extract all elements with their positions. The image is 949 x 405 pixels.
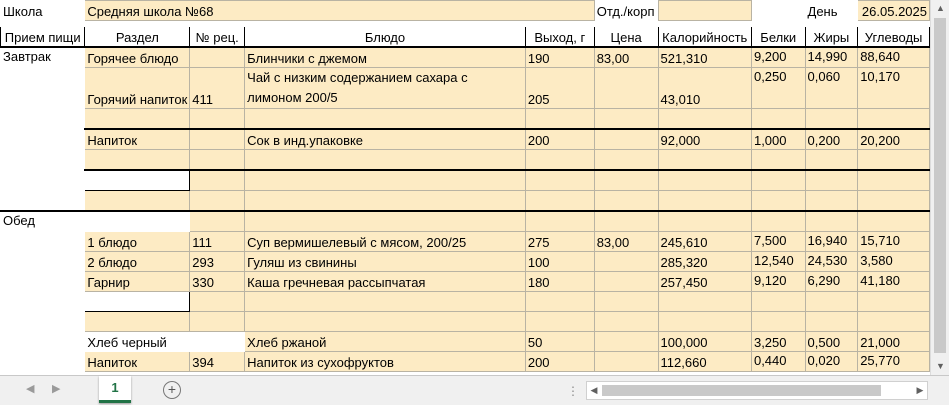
weight-cell[interactable]: 190 [525,47,594,68]
recipe-cell[interactable] [190,129,245,150]
scroll-down-icon[interactable]: ▼ [936,361,945,371]
section-cell[interactable]: Напиток [85,352,190,372]
plus-circle-icon[interactable]: + [163,381,181,399]
carbs-cell[interactable]: 21,000 [858,332,930,352]
dish-cell[interactable]: Каша гречневая рассыпчатая [245,272,526,292]
section-cell[interactable]: Гарнир [85,272,190,292]
col-dish-header[interactable]: Блюдо [245,27,526,48]
protein-cell[interactable]: 9,200 [751,47,805,68]
section-cell[interactable]: Напиток [85,129,190,150]
meal-cell[interactable]: Завтрак [3,49,51,64]
tab-split-handle-icon[interactable]: ⋮ [567,384,578,398]
weight-cell[interactable]: 100 [525,252,594,272]
dish-cell[interactable]: Чай с низким содержанием сахара с лимоном 200/5 [245,68,526,109]
protein-cell[interactable]: 1,000 [751,129,805,150]
col-section-header[interactable]: Раздел [85,27,190,48]
recipe-cell[interactable]: 293 [190,252,245,272]
protein-cell[interactable]: 0,440 [751,352,805,372]
col-protein-header[interactable]: Белки [751,27,805,48]
recipe-cell[interactable]: 330 [190,272,245,292]
recipe-cell[interactable]: 394 [190,352,245,372]
col-carbs-header[interactable]: Углеводы [858,27,930,48]
kcal-cell[interactable]: 43,010 [658,68,751,109]
fat-cell[interactable]: 0,500 [805,332,858,352]
dish-cell[interactable]: Гуляш из свинины [245,252,526,272]
fat-cell[interactable]: 0,020 [805,352,858,372]
protein-cell[interactable]: 9,120 [751,272,805,292]
dish-cell[interactable]: Напиток из сухофруктов [245,352,526,372]
table-row [1,47,930,68]
scroll-right-icon[interactable]: ▶ [916,385,924,395]
kcal-cell[interactable]: 257,450 [658,272,751,292]
carbs-cell[interactable]: 15,710 [858,232,930,252]
scroll-left-icon[interactable]: ◀ [590,385,598,395]
price-cell[interactable]: 83,00 [594,47,658,68]
recipe-cell[interactable] [190,47,245,68]
fat-cell[interactable]: 16,940 [805,232,858,252]
table-row [1,252,930,272]
dish-cell[interactable]: Суп вермишелевый с мясом, 200/25 [245,232,526,252]
dish-cell[interactable]: Блинчики с джемом [245,47,526,68]
kcal-cell[interactable]: 100,000 [658,332,751,352]
price-cell[interactable] [594,352,658,372]
weight-cell[interactable]: 275 [525,232,594,252]
school-value[interactable]: Средняя школа №68 [85,1,594,21]
kcal-cell[interactable]: 92,000 [658,129,751,150]
protein-cell[interactable]: 0,250 [751,68,805,109]
price-cell[interactable] [594,129,658,150]
table-row [1,272,930,292]
kcal-cell[interactable]: 112,660 [658,352,751,372]
sheet-tab-bar [0,375,949,405]
vertical-scrollbar[interactable] [930,0,949,375]
triangle-right-icon[interactable]: ▶ [52,383,61,395]
carbs-cell[interactable]: 20,200 [858,129,930,150]
horizontal-scroll-thumb[interactable] [602,385,881,396]
col-price-header[interactable]: Цена [594,27,658,48]
carbs-cell[interactable]: 25,770 [858,352,930,372]
section-cell[interactable]: Хлеб черный [87,335,167,350]
table-row [1,352,930,372]
section-cell[interactable]: 1 блюдо [85,232,190,252]
section-cell[interactable]: 2 блюдо [85,252,190,272]
section-cell[interactable]: Горячее блюдо [85,47,190,68]
weight-cell[interactable]: 200 [525,352,594,372]
col-recipe-header[interactable]: № рец. [190,27,245,48]
protein-cell[interactable]: 3,250 [751,332,805,352]
carbs-cell[interactable]: 10,170 [858,68,930,109]
day-value[interactable]: 26.05.2025 [858,1,930,21]
col-meal-header[interactable]: Прием пищи [1,27,85,48]
recipe-cell[interactable]: 411 [190,68,245,109]
sheet-tab-1[interactable]: 1 [99,376,131,403]
meal-cell[interactable]: Обед [1,211,85,232]
school-label[interactable]: Школа [3,4,43,19]
dept-value[interactable] [658,1,751,21]
table-row [1,232,930,252]
scroll-up-icon[interactable]: ▲ [936,3,945,13]
price-cell[interactable] [594,332,658,352]
price-cell[interactable] [594,252,658,272]
section-cell[interactable]: Горячий напиток [85,68,190,109]
col-fat-header[interactable]: Жиры [805,27,858,48]
horizontal-scrollbar[interactable] [586,381,928,400]
protein-cell[interactable]: 7,500 [751,232,805,252]
dish-cell[interactable]: Хлеб ржаной [245,332,526,352]
day-label[interactable]: День [807,4,838,19]
fat-cell[interactable]: 0,200 [805,129,858,150]
dish-cell[interactable]: Сок в инд.упаковке [245,129,526,150]
carbs-cell[interactable]: 88,640 [858,47,930,68]
kcal-cell[interactable]: 245,610 [658,232,751,252]
price-cell[interactable] [594,68,658,109]
protein-cell[interactable]: 12,540 [751,252,805,272]
kcal-cell[interactable]: 285,320 [658,252,751,272]
fat-cell[interactable]: 24,530 [805,252,858,272]
weight-cell[interactable]: 50 [525,332,594,352]
price-cell[interactable] [594,272,658,292]
vertical-scroll-thumb[interactable] [934,18,946,353]
fat-cell[interactable]: 14,990 [805,47,858,68]
carbs-cell[interactable]: 41,180 [858,272,930,292]
weight-cell[interactable]: 180 [525,272,594,292]
table-row [1,332,930,352]
recipe-cell[interactable]: 111 [190,232,245,252]
triangle-left-icon[interactable]: ◀ [26,383,35,395]
weight-cell[interactable]: 200 [525,129,594,150]
col-kcal-header[interactable]: Калорийность [658,27,751,48]
fat-cell[interactable]: 6,290 [805,272,858,292]
dept-label[interactable]: Отд./корп [594,1,658,21]
fat-cell[interactable]: 0,060 [805,68,858,109]
carbs-cell[interactable]: 3,580 [858,252,930,272]
col-weight-header[interactable]: Выход, г [525,27,594,48]
price-cell[interactable]: 83,00 [594,232,658,252]
kcal-cell[interactable]: 521,310 [658,47,751,68]
table-row [1,68,930,109]
table-row [1,129,930,150]
weight-cell[interactable]: 205 [525,68,594,109]
